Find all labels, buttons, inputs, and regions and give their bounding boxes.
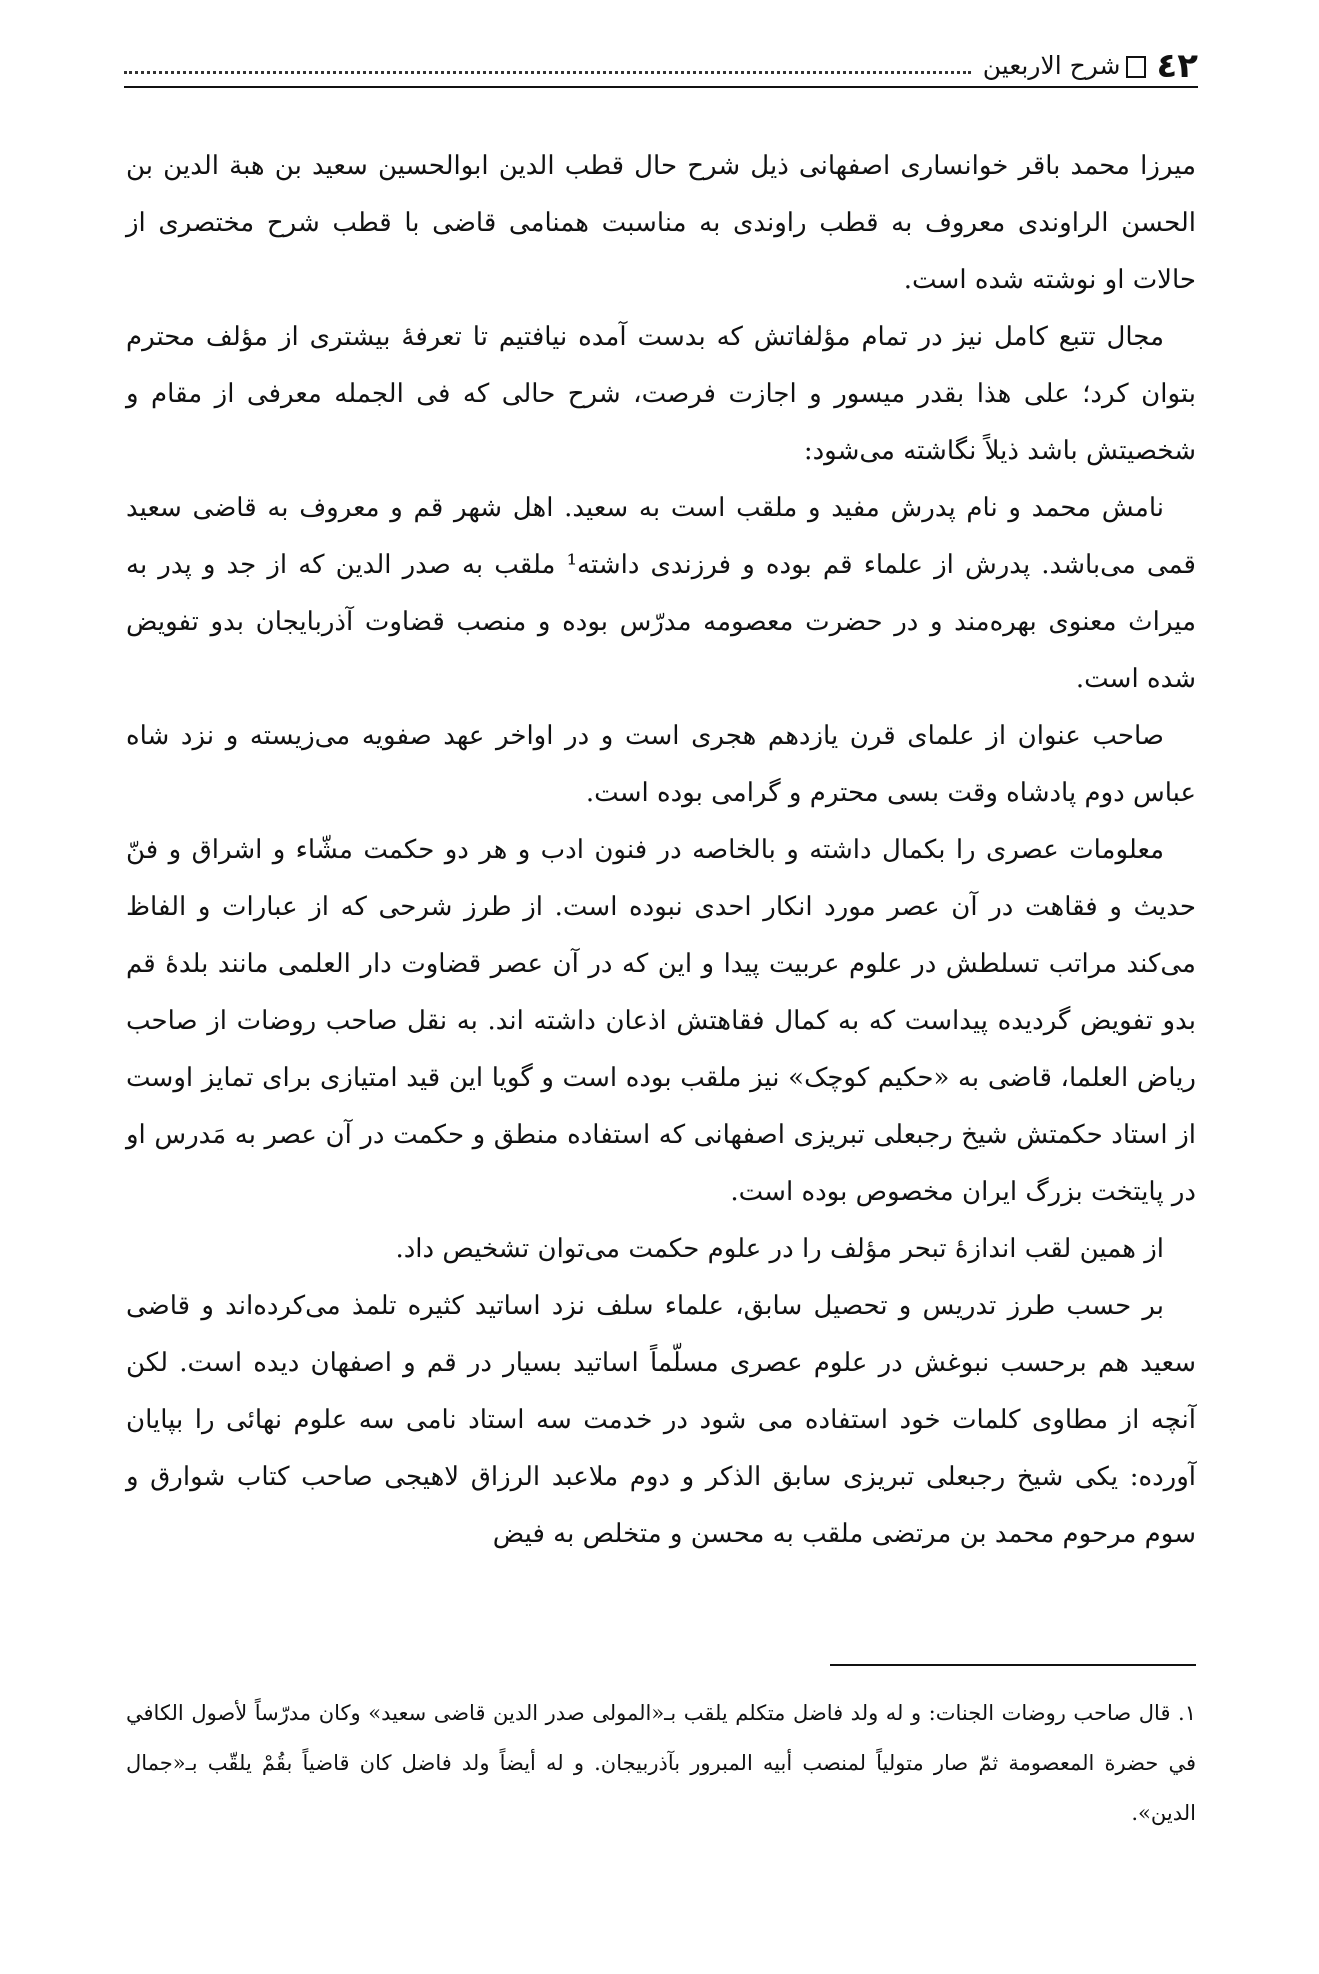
paragraph-7: بر حسب طرز تدریس و تحصیل سابق، علماء سلف نزد اساتید کثیره تلمذ می‌کرده‌اند و قاضی سعید هم برحسب نبوغش در علوم عصری مسلّماً اساتید بسیار در قم و اصفهان دیده است. لکن آنچه از مطاوی کلمات خود استفاده می شود در خدمت سه استاد نامی سه علوم نهائی را بپایان آورده: یکی شیخ رجبعلی تبریزی سابق الذکر و دوم ملاعبد الرزاق لاهیجی صاحب کتاب شوارق و سوم مرحوم محمد بن مرتضی ملقب به محسن و متخلص به فیض bbox=[126, 1291, 1196, 1549]
page-header bbox=[124, 42, 1198, 88]
paragraph-6: از همین لقب اندازهٔ تبحر مؤلف را در علوم حکمت می‌توان تشخیص داد. bbox=[395, 1234, 1164, 1264]
paragraph-4: صاحب عنوان از علمای قرن یازدهم هجری است و در اواخر عهد صفویه می‌زیسته و نزد شاه عباس دوم پادشاه وقت بسی محترم و گرامی بوده است. bbox=[126, 721, 1196, 808]
footnote-divider bbox=[830, 1664, 1196, 1666]
main-text bbox=[126, 138, 1196, 1563]
header-separator-box bbox=[1126, 56, 1146, 78]
page-number: ٤٢ bbox=[1156, 46, 1198, 86]
paragraph-3: نامش محمد و نام پدرش مفید و ملقب است به سعید. اهل شهر قم و معروف به قاضی سعید قمی می‌باشد. پدرش از علماء قم بوده و فرزندی داشته¹ ملقب به صدر الدین که از جد و پدر به میراث معنوی بهره‌مند و در حضرت معصومه مدرّس بوده و منصب قضاوت آذربایجان بدو تفویض شده است. bbox=[126, 493, 1196, 694]
paragraph-1: میرزا محمد باقر خوانساری اصفهانی ذیل شرح حال قطب الدین ابوالحسین سعید بن هبة الدین بن الحسن الراوندی معروف به قطب راوندی به مناسبت همنامی قاضی با قطب شرح مختصری از حالات او نوشته شده است. bbox=[126, 151, 1196, 295]
paragraph-5: معلومات عصری را بکمال داشته و بالخاصه در فنون ادب و هر دو حکمت مشّاء و اشراق و فنّ حدیث و فقاهت در آن عصر مورد انکار احدی نبوده است. از طرز شرحی که از عبارات و الفاظ می‌کند مراتب تسلطش در علوم عربیت پیدا و این که در آن عصر قضاوت دار العلمی مانند بلدهٔ قم بدو تفویض گردیده پیداست که به کمال فقاهتش اذعان داشته اند. به نقل صاحب روضات از صاحب ریاض العلما، قاضی به «حکیم کوچک» نیز ملقب بوده است و گویا این قید امتیازی برای تمایز اوست از استاد حکمتش شیخ رجبعلی تبریزی اصفهانی که استفاده منطق و حکمت در آن عصر به مَدرس او در پایتخت بزرگ ایران مخصوص بوده است. bbox=[126, 835, 1196, 1207]
paragraph-2: مجال تتبع کامل نیز در تمام مؤلفاتش که بدست آمده نیافتیم تا تعرفهٔ بیشتری از مؤلف محترم بتوان کرد؛ علی هذا بقدر میسور و اجازت فرصت، شرح حالی که فی الجمله معرفی از مقام و شخصیتش باشد ذیلاً نگاشته می‌شود: bbox=[126, 322, 1196, 466]
running-title: شرح الاربعین bbox=[982, 51, 1121, 80]
footnote-1: ١. قال صاحب روضات الجنات: و له ولد فاضل متکلم یلقب بـ«المولی صدر الدین قاضی سعید» وکان مدرّساً لأصول الکافي في حضرة المعصومة ثمّ صار متولیاً لمنصب أبیه المبرور بآذربیجان. و له أیضاً ولد فاضل کان قاضیاً بقُمْ یلقّب بـ«جمال الدین». bbox=[126, 1701, 1196, 1825]
header-dotted-leader bbox=[124, 71, 971, 74]
footnote bbox=[126, 1688, 1196, 1838]
